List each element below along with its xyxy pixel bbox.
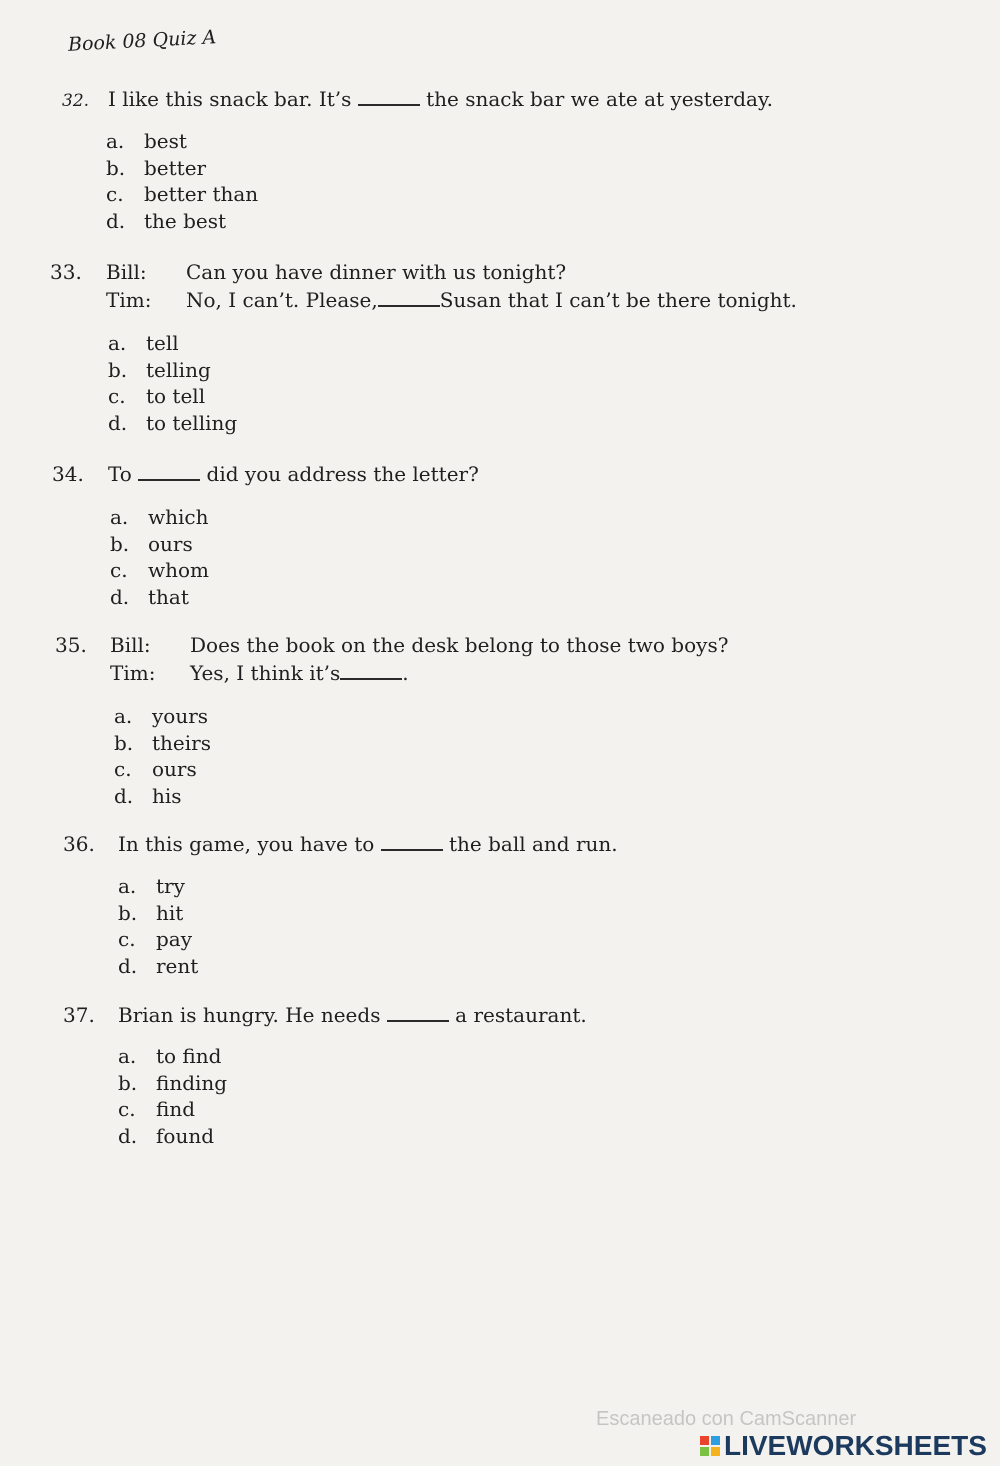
option[interactable]: c. pay	[118, 927, 193, 951]
liveworksheets-logo	[700, 1430, 987, 1462]
question-33	[50, 259, 797, 313]
option[interactable]: d. to telling	[108, 410, 238, 435]
options-36	[118, 873, 198, 979]
answer-blank[interactable]	[138, 461, 200, 481]
answer-blank[interactable]	[381, 831, 443, 851]
option[interactable]: a. try	[118, 874, 185, 898]
question-text-after: a restaurant.	[448, 1003, 587, 1027]
speaker: Bill:	[110, 633, 151, 657]
option[interactable]: b. telling	[108, 357, 211, 382]
option[interactable]: b. hit	[118, 900, 184, 925]
question-34	[52, 461, 479, 487]
options-35	[114, 703, 211, 809]
option[interactable]: d. that	[110, 584, 189, 609]
option[interactable]: c. to tell	[108, 384, 206, 408]
dialogue-line: Does the book on the desk belong to those two boys?	[190, 633, 729, 657]
question-text-before: I like this snack bar. It’s	[108, 87, 358, 111]
options-37	[118, 1043, 227, 1149]
question-text-after: did you address the letter?	[200, 462, 479, 486]
question-number: 32.	[62, 91, 90, 111]
options-33	[108, 330, 237, 436]
option[interactable]: c. find	[118, 1097, 196, 1121]
brand-text: LIVEWORKSHEETS	[724, 1430, 987, 1461]
camscanner-watermark: Escaneado con CamScanner	[596, 1408, 857, 1430]
speaker: Tim:	[106, 288, 152, 312]
liveworksheets-icon	[700, 1436, 720, 1456]
option[interactable]: a. yours	[114, 704, 209, 728]
options-32	[106, 128, 258, 234]
quiz-header: Book 08 Quiz A	[67, 26, 217, 56]
question-number: 36.	[63, 832, 95, 856]
option[interactable]: a. best	[106, 129, 187, 153]
question-text-before: Brian is hungry. He needs	[118, 1003, 387, 1027]
option[interactable]: b. finding	[118, 1070, 228, 1095]
options-34	[110, 504, 209, 610]
question-35	[55, 632, 728, 686]
dialogue-text-before: Yes, I think it’s	[190, 661, 341, 685]
speaker: Bill:	[106, 260, 147, 284]
option[interactable]: c. whom	[110, 558, 210, 582]
question-number: 35.	[55, 633, 87, 657]
answer-blank[interactable]	[378, 287, 440, 307]
answer-blank[interactable]	[340, 660, 402, 680]
option[interactable]: d. rent	[118, 953, 199, 978]
option[interactable]: a. which	[110, 505, 209, 529]
dialogue-text-after: .	[402, 661, 409, 685]
speaker: Tim:	[110, 661, 156, 685]
option[interactable]: a. tell	[108, 331, 179, 355]
question-number: 34.	[52, 462, 84, 486]
option[interactable]: d. the best	[106, 208, 227, 233]
question-text-before: To	[108, 462, 139, 486]
dialogue-text-before: No, I can’t. Please,	[186, 288, 378, 312]
option[interactable]: c. better than	[106, 182, 259, 206]
option[interactable]: d. found	[118, 1123, 215, 1148]
option[interactable]: b. ours	[110, 531, 193, 556]
dialogue-line: Can you have dinner with us tonight?	[186, 260, 567, 284]
question-number: 33.	[50, 260, 82, 284]
question-number: 37.	[63, 1003, 95, 1027]
option[interactable]: a. to find	[118, 1044, 222, 1068]
option[interactable]: b. better	[106, 155, 207, 180]
dialogue-text-after: Susan that I can’t be there tonight.	[439, 288, 797, 312]
option[interactable]: d. his	[114, 783, 182, 808]
answer-blank[interactable]	[387, 1002, 449, 1022]
question-37	[63, 1002, 587, 1028]
question-36	[63, 831, 618, 857]
question-32	[62, 86, 773, 114]
question-text-after: the ball and run.	[442, 832, 618, 856]
option[interactable]: c. ours	[114, 757, 197, 781]
option[interactable]: b. theirs	[114, 730, 211, 755]
question-text-after: the snack bar we ate at yesterday.	[419, 87, 773, 111]
question-text-before: In this game, you have to	[118, 832, 381, 856]
answer-blank[interactable]	[358, 86, 420, 106]
